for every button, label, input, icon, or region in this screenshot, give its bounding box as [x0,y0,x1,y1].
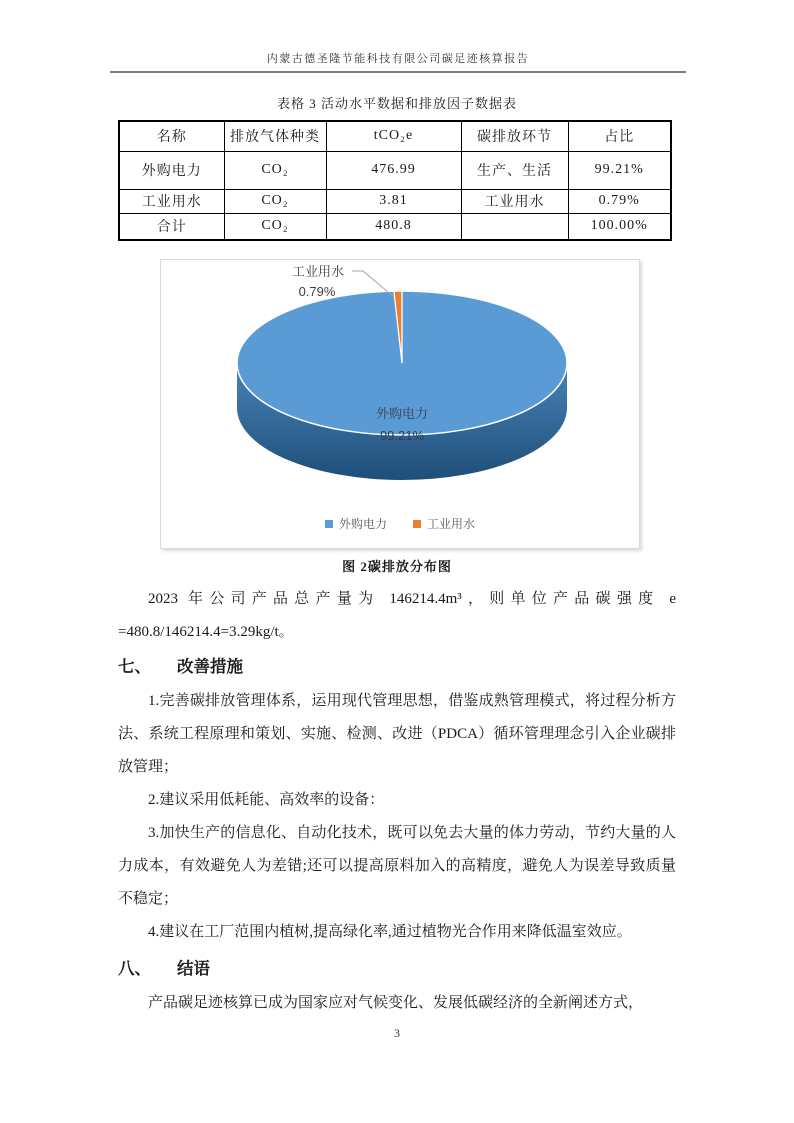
cell-tco2e: 480.8 [326,213,461,240]
paragraph-conclusion: 产品碳足迹核算已成为国家应对气候变化、发展低碳经济的全新阐述方式， [148,995,644,1011]
cell-share: 99.21% [568,151,671,189]
table-row [119,189,671,213]
production-line-2: =480.8/146214.4=3.29kg/t。 [118,624,294,640]
legend-swatch-blue [325,520,333,528]
cell-stage [461,213,568,240]
legend-swatch-orange [413,520,421,528]
activity-data-table [118,120,672,241]
table-title: 表格 3 活动水平数据和排放因子数据表 [276,96,517,111]
cell-name: 工业用水 [119,189,224,213]
pie-chart-frame [160,259,640,549]
table-header-row [119,121,671,151]
production-line-1: 2023 年公司产品总产量为 146214.4m³，则单位产品碳强度 e [148,591,676,607]
cell-gas: CO₂ [224,213,326,240]
electricity-slice-pct: 99.21% [379,428,425,443]
improvement-item-2: 2.建议采用低耗能、高效率的设备： [148,792,385,808]
section-title: 结语 [177,959,210,978]
cell-name: 合计 [119,213,224,240]
cell-share: 100.00% [568,213,671,240]
cell-gas: CO₂ [224,189,326,213]
table-row [119,151,671,189]
col-header-tco2e: tCO₂e [326,121,461,151]
electricity-slice-label: 外购电力 [375,406,429,421]
improvement-item-1: 1.完善碳排放管理体系，运用现代管理思想，借鉴成熟管理模式，将过程分析方法、系统工程原理和策划、实施、检测、改进（PDCA）循环管理理念引入企业碳排放管理； [118,693,676,775]
cell-share: 0.79% [568,189,671,213]
cell-stage: 生产、生活 [461,151,568,189]
paragraph-production [118,583,676,649]
col-header-name: 名称 [119,121,224,151]
section-title: 改善措施 [177,657,243,676]
table-row [119,213,671,240]
col-header-share: 占比 [568,121,671,151]
legend-label-water: 工业用水 [427,517,476,531]
col-header-gas-type: 排放气体种类 [224,121,326,151]
legend-label-electricity: 外购电力 [338,517,387,531]
cell-tco2e: 3.81 [326,189,461,213]
water-slice-label: 工业用水 [291,264,345,279]
section-heading-8 [118,957,676,981]
pie-chart [161,260,639,548]
legend-item-electricity [325,515,387,532]
improvement-item-3: 3.加快生产的信息化、自动化技术，既可以免去大量的体力劳动，节约大量的人力成本，有效避免人为差错;还可以提高原料加入的高精度，避免人为误差导致质量不稳定； [118,825,676,907]
improvement-item-4: 4.建议在工厂范围内植树,提高绿化率,通过植物光合作用来降低温室效应。 [148,924,632,940]
water-slice-pct: 0.79% [298,284,336,299]
chart-legend [161,515,639,532]
legend-item-water [413,515,475,532]
cell-name: 外购电力 [119,151,224,189]
section-number: 八、 [118,959,151,978]
section-number: 七、 [118,657,151,676]
figure-caption: 图 2碳排放分布图 [342,559,452,574]
page-header [110,50,686,73]
cell-stage: 工业用水 [461,189,568,213]
body-text [118,583,676,1020]
page-number: 3 [394,1026,400,1040]
section-heading-7 [118,655,676,679]
cell-tco2e: 476.99 [326,151,461,189]
header-title: 内蒙古德圣隆节能科技有限公司碳足迹核算报告 [266,53,530,65]
cell-gas: CO₂ [224,151,326,189]
col-header-emission-stage: 碳排放环节 [461,121,568,151]
